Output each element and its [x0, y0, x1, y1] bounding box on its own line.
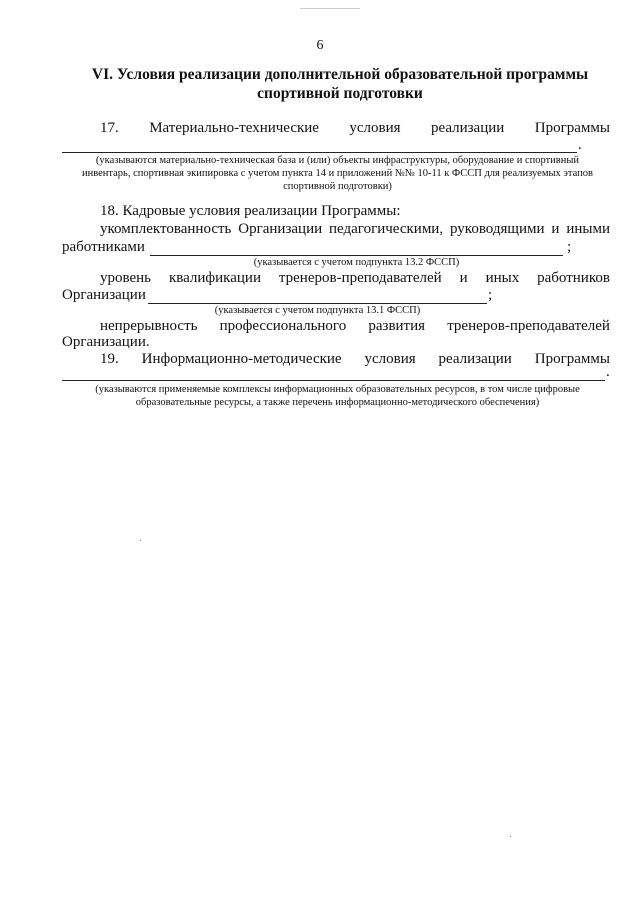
- qualification-word: работников: [537, 270, 610, 286]
- development-word: профессионального: [219, 318, 347, 334]
- item-17-note: [60, 154, 615, 193]
- item-19-fill-line: [62, 380, 605, 381]
- item-17-note-line-2: инвентарь, спортивная экипировка с учетом пункта 14 и приложений №№ 10-11 к ФССП для реализуемых этапов: [82, 168, 593, 179]
- staffing-word: Организации: [238, 221, 323, 237]
- item-19-note: [60, 383, 615, 409]
- item-17-note-line-1: (указываются материально-техническая база и (или) объекты инфраструктуры, оборудование и спортивный: [95, 155, 580, 166]
- development-word: непрерывность: [100, 318, 198, 334]
- item-17-end-mark: .: [578, 137, 582, 153]
- item-19-word: Программы: [534, 351, 610, 367]
- item-19-note-line-2: образовательные ресурсы, а также перечень информационно-методического обеспечения): [135, 397, 540, 408]
- item-17-word: 17.: [100, 120, 119, 136]
- item-19-word: Информационно-методические: [141, 351, 342, 367]
- development-line: [100, 318, 610, 335]
- qualification-word: тренеров-преподавателей: [278, 270, 442, 286]
- item-19-end-mark: .: [606, 364, 610, 380]
- item-19-word: реализации: [438, 351, 512, 367]
- staffing-word: укомплектованность: [100, 221, 232, 237]
- section-title-line-1: VI. Условия реализации дополнительной образовательной программы: [91, 66, 589, 83]
- staffing-word: иными: [566, 221, 610, 237]
- item-17-line: [100, 120, 610, 137]
- section-title: [60, 65, 620, 103]
- staffing-word: руководящими: [449, 221, 545, 237]
- page-number: 6: [316, 38, 324, 53]
- scan-artifact: [300, 8, 360, 9]
- item-19-word: условия: [364, 351, 416, 367]
- staffing-end-mark: ;: [567, 239, 572, 255]
- qualification-note: (указывается с учетом подпункта 13.1 ФССП): [214, 305, 421, 316]
- qualification-word: и: [459, 270, 468, 286]
- qualification-word: квалификации: [168, 270, 261, 286]
- item-18-heading: 18. Кадровые условия реализации Программы:: [100, 203, 401, 219]
- item-17-word: Программы: [534, 120, 610, 136]
- qualification-word: уровень: [100, 270, 152, 286]
- development-word: развития: [368, 318, 426, 334]
- staffing-note: (указывается с учетом подпункта 13.2 ФССП): [253, 257, 460, 268]
- staffing-continuation: работниками: [62, 239, 145, 255]
- item-17-word: реализации: [430, 120, 505, 136]
- item-17-note-line-3: спортивной подготовки): [283, 181, 392, 192]
- item-19-note-line-1: (указываются применяемые комплексы информационных образовательных ресурсов, в том числе цифровые: [95, 384, 580, 395]
- item-19-word: 19.: [100, 351, 119, 367]
- qualification-end-mark: ;: [488, 287, 493, 303]
- item-17-word: условия: [349, 120, 401, 136]
- staffing-word: и: [551, 221, 560, 237]
- section-title-line-2: спортивной подготовки: [257, 85, 423, 102]
- qualification-continuation: Организации: [62, 287, 146, 303]
- development-continuation: Организации.: [62, 334, 150, 350]
- qualification-word: иных: [485, 270, 520, 286]
- staffing-word: педагогическими,: [329, 221, 444, 237]
- staffing-line: [100, 221, 610, 238]
- development-word: тренеров-преподавателей: [447, 318, 610, 334]
- qualification-line: [100, 270, 610, 287]
- scan-artifact: [510, 836, 511, 837]
- scan-artifact: [140, 540, 141, 541]
- item-17-word: Материально-технические: [149, 120, 319, 136]
- item-19-line: [100, 351, 610, 368]
- item-17-fill-line: [62, 152, 577, 153]
